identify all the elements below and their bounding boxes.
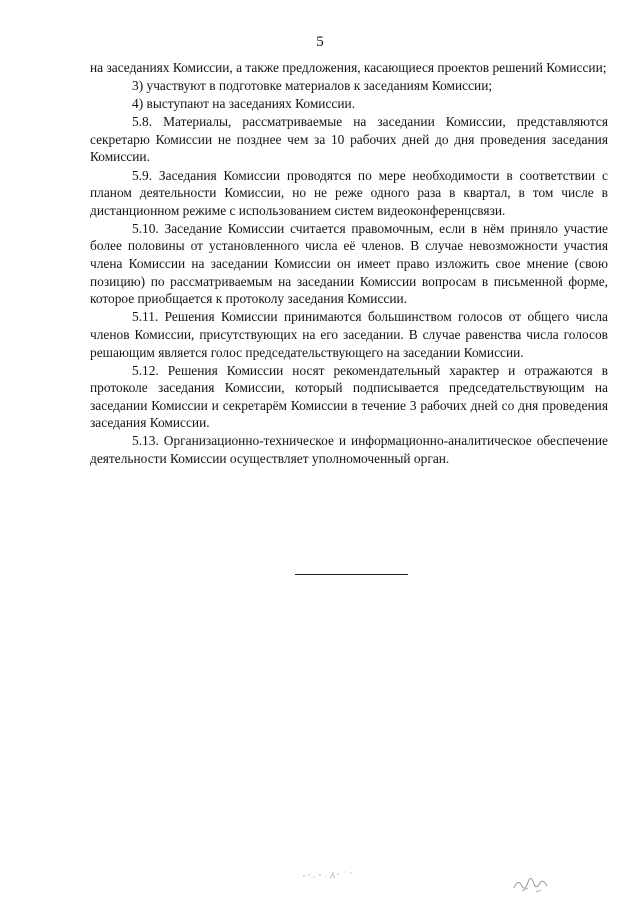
list-item-3: 3) участвуют в подготовке материалов к заседаниям Комиссии; [132,78,493,94]
clause-5-13: 5.13. Организационно-техническое и информационно-аналитическое обеспечение деятельности Комиссии осуществляет уполномоченный орган. [90,433,608,467]
clause-5-12: 5.12. Решения Комиссии носят рекомендательный характер и отражаются в протоколе заседания Комиссии, который подписывается председательствующим на заседании Комиссии и секретарём Комиссии в течение 3 рабочих дней со дня проведения заседания Комиссии. [90,362,608,431]
paragraph-continuation: на заседаниях Комиссии, а также предложения, касающиеся проектов решений Комиссии; [90,60,607,75]
clause-5-9: 5.9. Заседания Комиссии проводятся по мере необходимости в соответствии с планом деятельности Комиссии, но не реже одного раза в квартал, в том числе в дистанционном режиме с использованием систем видеоконференцсвязи. [90,167,608,218]
clause-5-8: 5.8. Материалы, рассматриваемые на заседании Комиссии, представляются секретарю Комиссии не позднее чем за 10 рабочих дней до дня проведения заседания Комиссии. [90,114,608,165]
end-separator-line [295,574,408,575]
clause-5-10: 5.10. Заседание Комиссии считается правомочным, если в нём приняло участие более половины от установленного числа её членов. В случае невозможности участия члена Комиссии на заседании Комиссии он имеет право изложить свое мнение (свою позицию) по рассматриваемым на заседании Комиссии вопросам в письменной форме, которое приобщается к протоколу заседания Комиссии. [90,220,608,307]
signature-mark [512,872,562,894]
document-body [90,59,608,468]
scan-artifact-marks [300,860,380,884]
page-number: 5 [316,34,324,50]
clause-5-11: 5.11. Решения Комиссии принимаются большинством голосов от общего числа членов Комиссии, присутствующих на его заседании. В случае равенства числа голосов решающим является голос председательствующего на заседании Комиссии. [90,309,608,360]
list-item-4: 4) выступают на заседаниях Комиссии. [132,96,356,112]
